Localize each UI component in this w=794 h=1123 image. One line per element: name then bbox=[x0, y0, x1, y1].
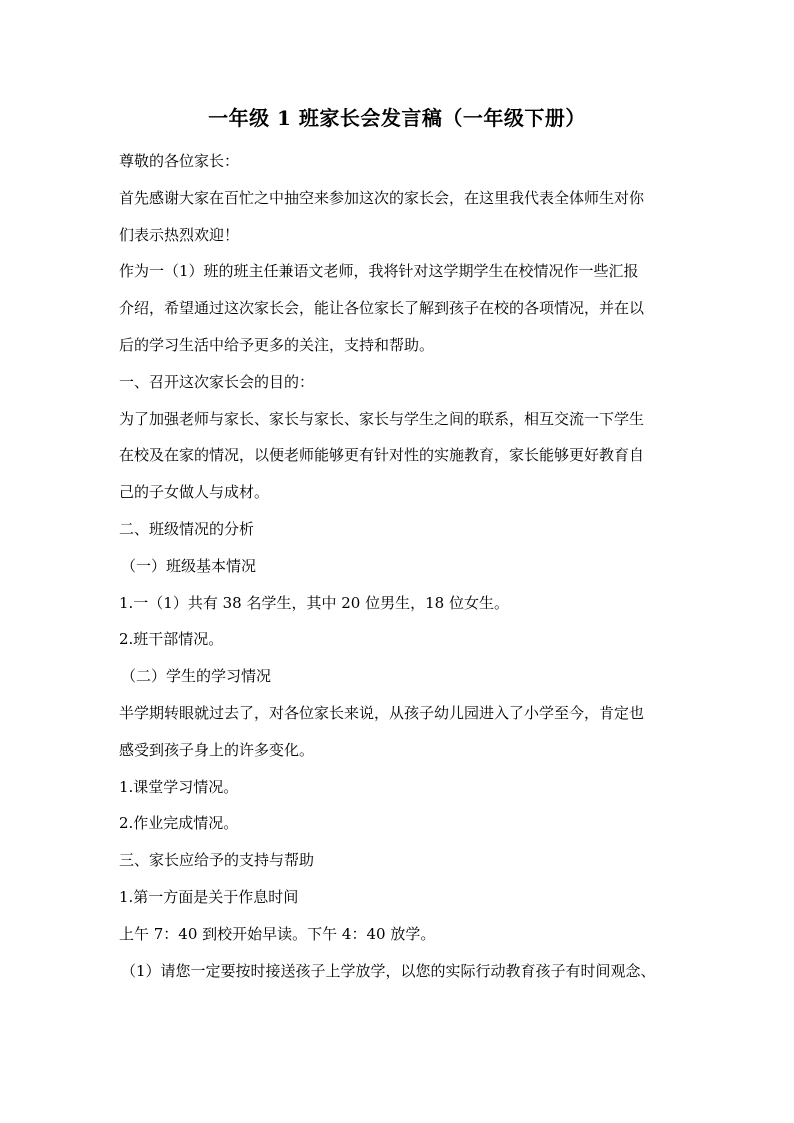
paragraph-line: 感受到孩子身上的许多变化。 bbox=[119, 740, 315, 759]
list-item: 2.班干部情况。 bbox=[119, 630, 224, 649]
paragraph-line: 首先感谢大家在百忙之中抽空来参加这次的家长会，在这里我代表全体师生对你 bbox=[119, 188, 645, 207]
paragraph-line: 半学期转眼就过去了，对各位家长来说，从孩子幼儿园进入了小学至今，肯定也 bbox=[119, 703, 645, 722]
document-title: 一年级 1 班家长会发言稿（一年级下册） bbox=[208, 106, 586, 130]
list-item: 2.作业完成情况。 bbox=[119, 814, 239, 833]
section-heading: 一、召开这次家长会的目的： bbox=[119, 372, 315, 391]
paragraph-line: 后的学习生活中给予更多的关注，支持和帮助。 bbox=[119, 335, 435, 354]
greeting-line: 尊敬的各位家长： bbox=[119, 152, 240, 170]
paragraph-line: 为了加强老师与家长、家长与家长、家长与学生之间的联系，相互交流一下学生 bbox=[119, 409, 645, 428]
paragraph-line: 作为一（1）班的班主任兼语文老师，我将针对这学期学生在校情况作一些汇报 bbox=[119, 262, 639, 281]
list-item: 1.一（1）共有 38 名学生，其中 20 位男生，18 位女生。 bbox=[119, 593, 509, 612]
subsection-heading: （二）学生的学习情况 bbox=[121, 667, 272, 686]
document-body bbox=[119, 143, 679, 989]
paragraph-line: 们表示热烈欢迎！ bbox=[119, 225, 240, 244]
list-item: （1）请您一定要按时接送孩子上学放学，以您的实际行动教育孩子有时间观念、 bbox=[121, 961, 656, 980]
paragraph-line: 在校及在家的情况，以便老师能够更有针对性的实施教育，家长能够更好教育自 bbox=[119, 446, 645, 465]
section-heading: 二、班级情况的分析 bbox=[119, 519, 255, 538]
list-item: 1.课堂学习情况。 bbox=[119, 777, 239, 796]
section-heading: 三、家长应给予的支持与帮助 bbox=[119, 851, 315, 870]
subsection-heading: （一）班级基本情况 bbox=[121, 556, 257, 575]
paragraph-line: 己的子女做人与成材。 bbox=[119, 483, 270, 502]
paragraph-line: 介绍，希望通过这次家长会，能让各位家长了解到孩子在校的各项情况，并在以 bbox=[119, 299, 645, 318]
paragraph-line: 上午 7：40 到校开始早读。下午 4：40 放学。 bbox=[119, 924, 436, 943]
list-item: 1.第一方面是关于作息时间 bbox=[119, 887, 299, 906]
